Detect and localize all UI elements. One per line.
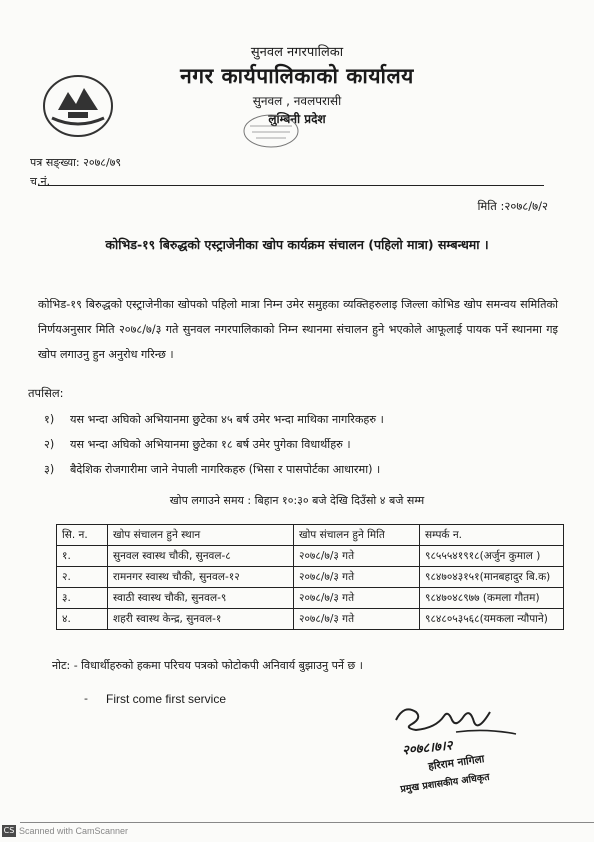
note-bullet: - [84,692,88,705]
list-item-number: २) [44,438,55,451]
list-item-text: यस भन्दा अघिको अभियानमा छुटेका ४५ बर्ष उमेर भन्दा माथिका नागरिकहरु । [70,413,384,426]
office-stamp [242,112,300,150]
officer-name: हरिराम नागिला [427,753,486,773]
list-item [44,437,544,462]
list-item-number: ३) [44,463,55,476]
letter-body: कोभिड-१९ बिरुद्धको एस्ट्राजेनीका खोपको पहिलो मात्रा निम्न उमेर समुहका व्यक्तिहरुलाइ जिल्ला कोभिड खोप समन्वय समितिको निर्णयअनुसार मिति २०७८/७/३ गते सुनवल नगरपालिकाको निम्न स्थानमा संचालन हुने भएकोले आफूलाई पायक पर्ने स्थानमा गइ खोप लगाउनु हुन अनुरोध गरिन्छ । [38,298,558,361]
camscanner-logo: CS [3,826,15,835]
cell-serial: १. [57,546,108,567]
cell-contact: ९८४७०४३१५१(मानबहादुर बि.क) [420,567,564,588]
signature-date: २०७८।७।२ [401,738,454,759]
cell-serial: ३. [57,588,108,609]
column-header-location: खोप संचालन हुने स्थान [108,525,294,546]
cell-date: २०७८/७/३ गते [294,609,420,630]
office-name: नगर कार्यपालिकाको कार्यालय [180,64,414,88]
vaccination-schedule-table [56,524,564,630]
table-row [57,609,564,630]
list-item-number: १) [44,413,55,426]
office-location: सुनवल , नवलपरासी [252,94,342,108]
list-item [44,462,544,487]
cell-contact: ९८४८०५३५६८(यमकला न्यौपाने) [420,609,564,630]
page-bottom-edge [20,822,594,823]
cell-date: २०७८/७/३ गते [294,546,420,567]
table-row [57,588,564,609]
letter-subject: कोभिड-१९ बिरुद्धको एस्ट्राजेनीका खोप कार्यक्रम संचालन (पहिलो मात्रा) सम्बन्धमा । [105,237,489,252]
student-id-note: नोट: - विधार्थीहरुको हकमा परिचय पत्रको फोटोकपी अनिवार्य बुझाउनु पर्ने छ । [52,659,363,672]
column-header-date: खोप संचालन हुने मिति [294,525,420,546]
eligibility-list [44,412,544,487]
reference-number: पत्र सङ्ख्या: २०७८/७९ [30,156,122,169]
officer-title: प्रमुख प्रशासकीय अधिकृत [399,771,491,796]
municipality-name: सुनवल नगरपालिका [250,45,344,60]
list-item [44,412,544,437]
column-header-serial: सि. न. [57,525,108,546]
cell-date: २०७८/७/३ गते [294,567,420,588]
cell-date: २०७८/७/३ गते [294,588,420,609]
table-row [57,567,564,588]
details-heading: तपसिल: [28,386,64,400]
column-header-contact: सम्पर्क न. [420,525,564,546]
service-policy-note: First come first service [106,692,227,706]
cell-location: रामनगर स्वास्थ चौकी, सुनवल-१२ [108,567,294,588]
cell-serial: ४. [57,609,108,630]
vaccination-timing: खोप लगाउने समय : बिहान १०:३० बजे देखि दिउँसो ४ बजे सम्म [169,494,425,507]
scanner-watermark: Scanned with CamScanner [19,826,129,836]
dispatch-number: च.नं. [30,175,51,188]
list-item-text: बैदेशिक रोजगारीमा जाने नेपाली नागरिकहरु (भिसा र पासपोर्टका आधारमा) । [70,463,381,476]
letter-date: मिति :२०७८/७/२ [477,199,548,213]
cell-location: सुनवल स्वास्थ चौकी, सुनवल-८ [108,546,294,567]
cell-location: स्वाठी स्वास्थ चौकी, सुनवल-९ [108,588,294,609]
list-item-text: यस भन्दा अघिको अभियानमा छुटेका १८ बर्ष उमेर पुगेका विधार्थीहरु । [70,438,351,451]
cell-contact: ९८४७०४८९७७ (कमला गौतम) [420,588,564,609]
cell-serial: २. [57,567,108,588]
cell-contact: ९८५५५४१९१८(अर्जुन कुमाल ) [420,546,564,567]
table-header-row [57,525,564,546]
header-divider [38,185,544,186]
table-row [57,546,564,567]
province-name: लुम्बिनी प्रदेश [268,112,326,126]
cell-location: शहरी स्वास्थ केन्द्र, सुनवल-१ [108,609,294,630]
